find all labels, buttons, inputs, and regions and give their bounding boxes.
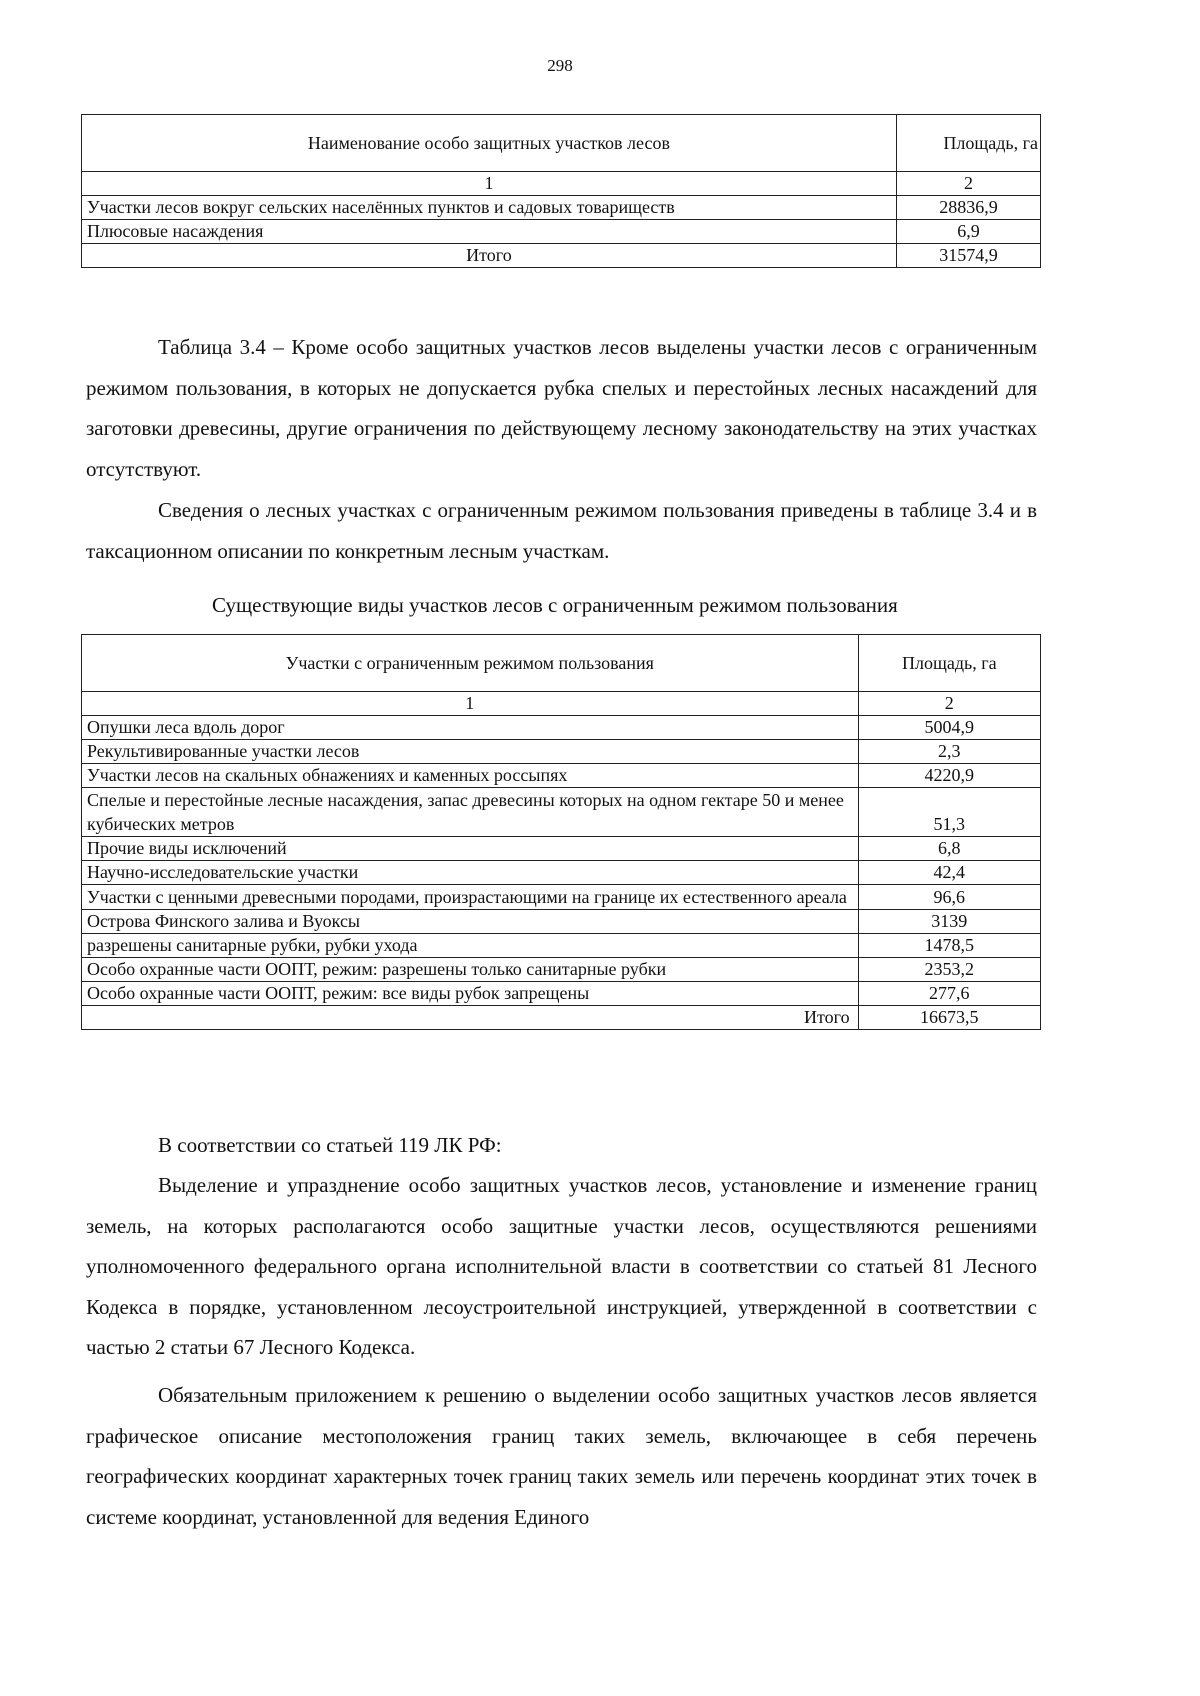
row-name: Особо охранные части ООПТ, режим: разрешены только санитарные рубки	[82, 958, 859, 982]
table-row	[82, 934, 1041, 958]
row-name: Острова Финского залива и Вуоксы	[82, 910, 859, 934]
row-name: Участки с ценными древесными породами, произрастающими на границе их естественного ареала	[82, 885, 859, 910]
row-name: Участки лесов вокруг сельских населённых пунктов и садовых товариществ	[82, 196, 897, 220]
column-header-area: Площадь, га	[858, 635, 1040, 692]
row-area: 6,8	[858, 837, 1040, 861]
row-area: 277,6	[858, 982, 1040, 1006]
row-area: 1478,5	[858, 934, 1040, 958]
row-area: 3139	[858, 910, 1040, 934]
table-row	[82, 982, 1041, 1006]
total-row	[82, 244, 1041, 268]
table-header-row	[82, 635, 1041, 692]
table-row	[82, 958, 1041, 982]
total-label: Итого	[82, 244, 897, 268]
row-area: 51,3	[858, 788, 1040, 837]
paragraph-appendix: Обязательным приложением к решению о выделении особо защитных участков лесов является графическое описание местоположения границ таких земель, включающее в себя перечень географических координат характерных точек границ таких земель или перечень координат этих точек в системе координат, установленной для ведения Единого	[86, 1383, 1037, 1529]
row-area: 28836,9	[896, 196, 1040, 220]
column-number-1: 1	[82, 692, 859, 716]
row-name: Участки лесов на скальных обнажениях и каменных россыпях	[82, 764, 859, 788]
column-number-2: 2	[858, 692, 1040, 716]
row-name: Прочие виды исключений	[82, 837, 859, 861]
row-name: Спелые и перестойные лесные насаждения, запас древесины которых на одном гектаре 50 и менее кубических метров	[82, 788, 859, 837]
row-area: 4220,9	[858, 764, 1040, 788]
row-area: 96,6	[858, 885, 1040, 910]
column-number-row	[82, 692, 1041, 716]
column-number-2: 2	[896, 172, 1040, 196]
row-area: 42,4	[858, 861, 1040, 885]
table-row	[82, 837, 1041, 861]
table-row	[82, 885, 1041, 910]
table-header-row	[82, 115, 1041, 172]
paragraph-allocation: Выделение и упразднение особо защитных участков лесов, установление и изменение границ земель, на которых располагаются особо защитные участки лесов, осуществляются решениями уполномоченного федерального органа исполнительной власти в соответствии со статьей 81 Лесного Кодекса в порядке, установленном лесоустроительной инструкцией, утвержденной в соответствии с частью 2 статьи 67 Лесного Кодекса.	[86, 1173, 1037, 1359]
column-number-1: 1	[82, 172, 897, 196]
total-value: 31574,9	[896, 244, 1040, 268]
table-caption: Существующие виды участков лесов с ограниченным режимом пользования	[212, 593, 898, 617]
row-area: 6,9	[896, 220, 1040, 244]
paragraph-info: Сведения о лесных участках с ограниченным режимом пользования приведены в таблице 3.4 и в таксационном описании по конкретным лесным участкам.	[86, 498, 1037, 563]
column-header-area: Площадь, га	[896, 115, 1040, 172]
table-row	[82, 861, 1041, 885]
column-header-name: Участки с ограниченным режимом пользования	[82, 635, 859, 692]
row-area: 2,3	[858, 740, 1040, 764]
row-name: Рекультивированные участки лесов	[82, 740, 859, 764]
table-row	[82, 764, 1041, 788]
total-value: 16673,5	[858, 1006, 1040, 1030]
table-row	[82, 220, 1041, 244]
table-row	[82, 196, 1041, 220]
row-area: 2353,2	[858, 958, 1040, 982]
table-row	[82, 716, 1041, 740]
row-name: Особо охранные части ООПТ, режим: все виды рубок запрещены	[82, 982, 859, 1006]
page-number: 298	[547, 56, 573, 75]
row-name: Научно-исследовательские участки	[82, 861, 859, 885]
paragraph-article-119: В соответствии со статьей 119 ЛК РФ:	[158, 1133, 502, 1157]
paragraph-table-3-4: Таблица 3.4 – Кроме особо защитных участков лесов выделены участки лесов с ограниченным режимом пользования, в которых не допускается рубка спелых и перестойных лесных насаждений для заготовки древесины, другие ограничения по действующему лесному законодательству на этих участках отсутствуют.	[86, 335, 1037, 481]
row-area: 5004,9	[858, 716, 1040, 740]
table-row	[82, 910, 1041, 934]
row-name: Опушки леса вдоль дорог	[82, 716, 859, 740]
restricted-areas-table	[81, 634, 1041, 1030]
column-header-name: Наименование особо защитных участков лесов	[82, 115, 897, 172]
column-number-row	[82, 172, 1041, 196]
row-name: Плюсовые насаждения	[82, 220, 897, 244]
protective-areas-table	[81, 114, 1041, 268]
total-row	[82, 1006, 1041, 1030]
total-label: Итого	[82, 1006, 859, 1030]
table-row	[82, 788, 1041, 837]
table-row	[82, 740, 1041, 764]
row-name: разрешены санитарные рубки, рубки ухода	[82, 934, 859, 958]
